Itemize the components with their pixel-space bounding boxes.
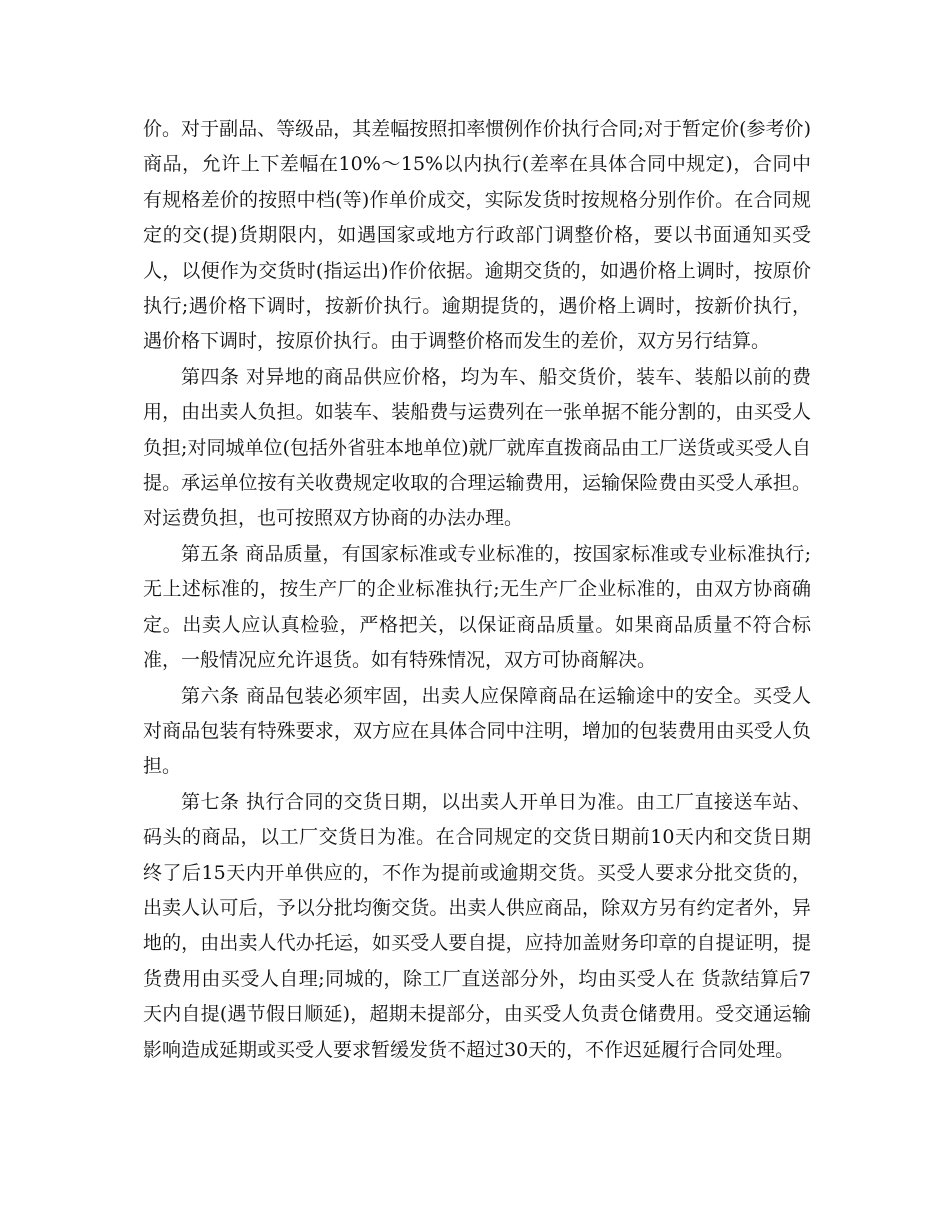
paragraph-price-adjustment: 价。对于副品、等级品，其差幅按照扣率惯例作价执行合同;对于暂定价(参考价)商品，允许上下差幅在10%～15%以内执行(差率在具体合同中规定)，合同中有规格差价的按照中档(等)作单价成交，实际发货时按规格分别作价。在合同规定的交(提)货期限内，如遇国家或地方行政部门调整价格，要以书面通知买受人，以便作为交货时(指运出)作价依据。逾期交货的，如遇价格上调时，按原价执行;遇价格下调时，按新价执行。逾期提货的，遇价格上调时，按新价执行，遇价格下调时，按原价执行。由于调整价格而发生的差价，双方另行结算。 [143, 118, 811, 353]
document-body [143, 112, 811, 1068]
paragraph-article-7: 第七条 执行合同的交货日期，以出卖人开单日为准。由工厂直接送车站、码头的商品，以工厂交货日为准。在合同规定的交货日期前10天内和交货日期终了后15天内开单供应的，不作为提前或逾期交货。买受人要求分批交货的，出卖人认可后，予以分批均衡交货。出卖人供应商品，除双方另有约定者外，异地的，由出卖人代办托运，如买受人要自提，应持加盖财务印章的自提证明，提货费用由买受人自理;同城的，除工厂直送部分外，均由买受人在 货款结算后7天内自提(遇节假日顺延)，超期未提部分，由买受人负责仓储费用。受交通运输影响造成延期或买受人要求暂缓发货不超过30天的，不作迟延履行合同处理。 [143, 790, 811, 1061]
paragraph-article-6: 第六条 商品包装必须牢固，出卖人应保障商品在运输途中的安全。买受人对商品包装有特殊要求，双方应在具体合同中注明，增加的包装费用由买受人负担。 [143, 684, 811, 778]
paragraph-article-5: 第五条 商品质量，有国家标准或专业标准的，按国家标准或专业标准执行;无上述标准的，按生产厂的企业标准执行;无生产厂企业标准的，由双方协商确定。出卖人应认真检验，严格把关，以保证商品质量。如果商品质量不符合标准，一般情况应允许退货。如有特殊情况，双方可协商解决。 [143, 542, 811, 672]
paragraph-article-4: 第四条 对异地的商品供应价格，均为车、船交货价，装车、装船以前的费用，由出卖人负担。如装车、装船费与运费列在一张单据不能分割的，由买受人负担;对同城单位(包括外省驻本地单位)就厂就库直拨商品由工厂送货或买受人自提。承运单位按有关收费规定收取的合理运输费用，运输保险费由买受人承担。对运费负担，也可按照双方协商的办法办理。 [143, 365, 811, 530]
